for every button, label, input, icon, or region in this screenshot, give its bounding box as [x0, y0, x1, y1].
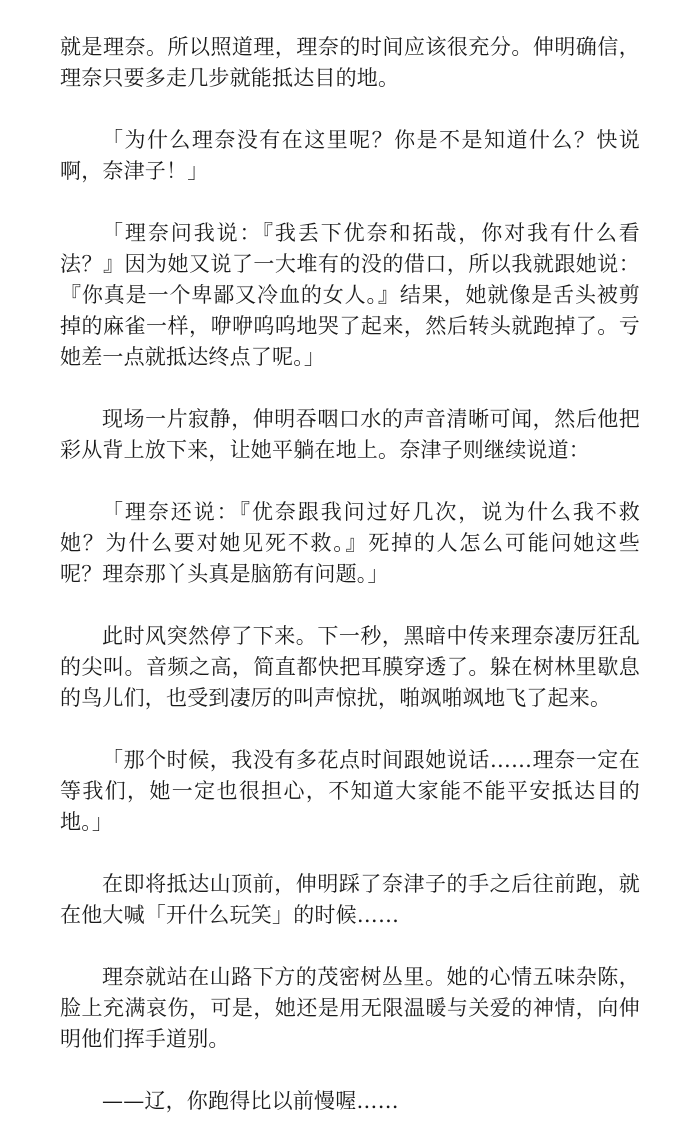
paragraph-narration: 此时风突然停了下来。下一秒，黑暗中传来理奈凄厉狂乱的尖叫。音频之高，简直都快把耳膜穿透了。躲在树林里歇息的鸟儿们，也受到凄厉的叫声惊扰，啪飒啪飒地飞了起来。 [60, 624, 640, 710]
paragraph-continued: 就是理奈。所以照道理，理奈的时间应该很充分。伸明确信，理奈只要多走几步就能抵达目的地。 [60, 35, 640, 90]
paragraph-dialogue: 「理奈还说：『优奈跟我问过好几次，说为什么我不救她？为什么要对她见死不救。』死掉的人怎么可能问她这些呢？理奈那丫头真是脑筋有问题。」 [60, 500, 640, 586]
paragraph-dialogue: 「为什么理奈没有在这里呢？你是不是知道什么？快说啊，奈津子！」 [60, 128, 640, 183]
paragraph-narration: 现场一片寂静，伸明吞咽口水的声音清晰可闻，然后他把彩从背上放下来，让她平躺在地上。奈津子则继续说道： [60, 407, 640, 462]
paragraph-narration: 理奈就站在山路下方的茂密树丛里。她的心情五味杂陈，脸上充满哀伤，可是，她还是用无限温暖与关爱的神情，向伸明他们挥手道别。 [60, 965, 640, 1051]
paragraph-dialogue: 「理奈问我说：『我丢下优奈和拓哉，你对我有什么看法？』因为她又说了一大堆有的没的借口，所以我就跟她说：『你真是一个卑鄙又冷血的女人。』结果，她就像是舌头被剪掉的麻雀一样，咿咿呜呜地哭了起来，然后转头就跑掉了。亏她差一点就抵达终点了呢。」 [60, 221, 640, 369]
document-page [60, 32, 640, 1148]
paragraph-narration: 在即将抵达山顶前，伸明踩了奈津子的手之后往前跑，就在他大喊「开什么玩笑」的时候…… [60, 872, 640, 927]
paragraph-closing: ——辽，你跑得比以前慢喔…… [102, 1089, 399, 1113]
paragraph-dialogue: 「那个时候，我没有多花点时间跟她说话……理奈一定在等我们，她一定也很担心，不知道大家能不能平安抵达目的地。」 [60, 748, 640, 834]
